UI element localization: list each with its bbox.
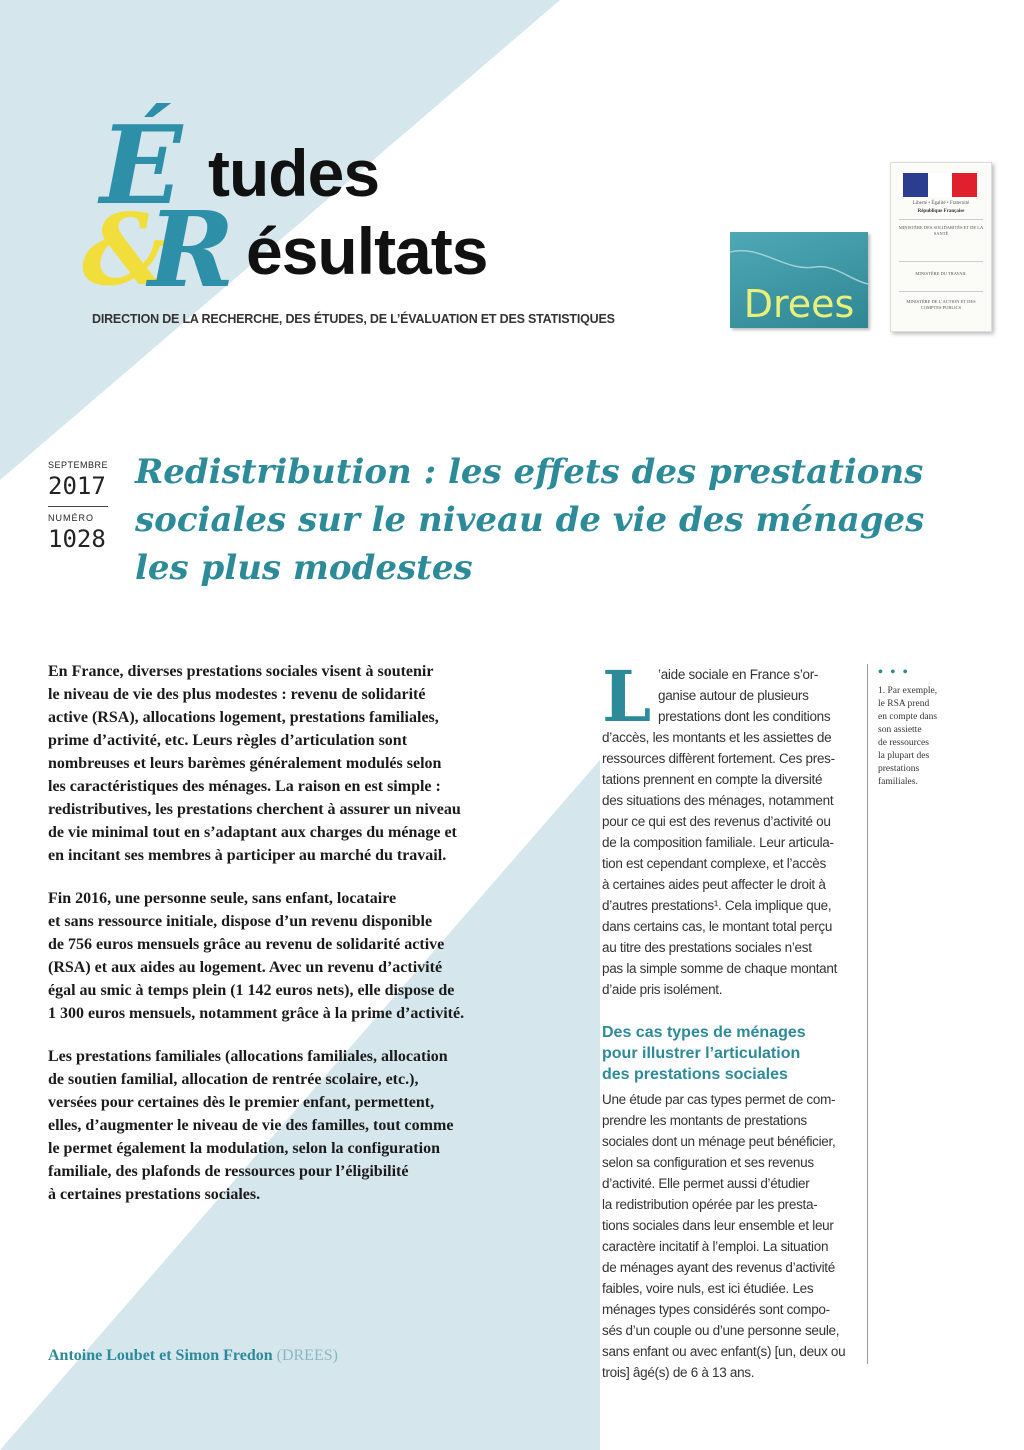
summary-line: Les prestations familiales (allocations familiales, allocation (48, 1048, 448, 1065)
author-names: Antoine Loubet et Simon Fredon (48, 1347, 273, 1364)
masthead-ampersand: & (82, 193, 171, 308)
body-line: à certaines aides peut affecter le droit à (602, 877, 826, 892)
footnote-line: son assiette (878, 725, 922, 735)
summary (48, 660, 568, 1226)
body-line: tion est cependant complexe, et l’accès (602, 856, 826, 871)
authors (48, 1347, 338, 1365)
ministry-1: MINISTÈRE DES SOLIDARITÉS ET DE LA SANTÉ (898, 225, 984, 236)
body-line: de la composition familiale. Leur articula- (602, 835, 834, 850)
footnote-line: 1. Par exemple, (878, 686, 938, 696)
drees-logo (730, 232, 868, 328)
summary-line: nombreuses et leurs barèmes généralement modulés selon (48, 755, 442, 772)
title-line: Redistribution : les effets des prestations (135, 452, 924, 492)
body-line: dans certains cas, le montant total perçu (602, 919, 833, 934)
issue-number-label: NUMÉRO (48, 513, 94, 523)
gov-separator (899, 219, 983, 220)
summary-line: de soutien familial, allocation de rentrée scolaire, etc.), (48, 1071, 419, 1088)
body-line: d’aide pris isolément. (602, 982, 723, 997)
summary-line: elles, d’augmenter le niveau de vie des familles, tout comme (48, 1117, 454, 1134)
drop-cap: L (602, 655, 652, 738)
french-flag-icon (903, 173, 977, 197)
gov-motto: Liberté • Égalité • Fraternité (912, 201, 970, 206)
ministry-3: MINISTÈRE DE L’ACTION ET DES COMPTES PUBLICS (906, 299, 976, 310)
gov-separator (899, 291, 983, 292)
body-line: tions sociales dans leur ensemble et leur (602, 1218, 834, 1233)
government-logo (890, 162, 992, 332)
title-line: les plus modestes (135, 548, 473, 588)
summary-paragraph-2 (48, 887, 568, 1025)
footnote (878, 666, 988, 789)
column-divider (867, 664, 868, 1364)
summary-line: En France, diverses prestations sociales visent à soutenir (48, 663, 434, 680)
issue-info (48, 460, 112, 553)
body-line: selon sa configuration et ses revenus (602, 1155, 814, 1170)
body-line: au titre des prestations sociales n’est (602, 940, 812, 955)
body-line: faibles, voire nuls, est ici étudiée. Les (602, 1281, 814, 1296)
summary-line: active (RSA), allocations logement, prestations familiales, (48, 709, 439, 726)
body-line: caractère incitatif à l’emploi. La situation (602, 1239, 829, 1254)
body-line: d’accès, les montants et les assiettes de (602, 730, 832, 745)
summary-paragraph-3 (48, 1045, 568, 1206)
ministry-2: MINISTÈRE DU TRAVAIL (915, 271, 967, 276)
summary-line: (RSA) et aux aides au logement. Avec un revenu d’activité (48, 959, 443, 976)
issue-year: 2017 (48, 472, 106, 500)
body-column (602, 655, 860, 1383)
masthead-word-tudes: tudes (208, 136, 380, 210)
masthead-word-esultats: ésultats (246, 214, 488, 288)
footnote-line: de ressources (878, 738, 929, 748)
body-line: prestations dont les conditions (658, 709, 831, 724)
summary-line: à certaines prestations sociales. (48, 1186, 261, 1203)
body-line: d’activité. Elle permet aussi d’étudier (602, 1176, 810, 1191)
body-line: trois] âgé(s) de 6 à 13 ans. (602, 1365, 755, 1380)
summary-line: Fin 2016, une personne seule, sans enfant, locataire (48, 890, 397, 907)
summary-line: de 756 euros mensuels grâce au revenu de solidarité active (48, 936, 445, 953)
body-line: pour ce qui est des revenus d’activité ou (602, 814, 831, 829)
section-heading-line: pour illustrer l’articulation (602, 1045, 801, 1062)
summary-line: versées pour certaines dès le premier enfant, permettent, (48, 1094, 435, 1111)
article-title (135, 448, 935, 592)
summary-paragraph-1 (48, 660, 568, 867)
footnote-marker: • • • (878, 665, 910, 680)
masthead-subtitle: DIRECTION DE LA RECHERCHE, DES ÉTUDES, DE L’ÉVALUATION ET DES STATISTIQUES (92, 312, 615, 326)
summary-line: 1 300 euros mensuels, notamment grâce à la prime d’activité. (48, 1005, 465, 1022)
summary-line: en incitant ses membres à participer au marché du travail. (48, 847, 447, 864)
body-line: sans enfant ou avec enfant(s) [un, deux ou (602, 1344, 846, 1359)
gov-republic: République Française (917, 209, 965, 214)
summary-line: de vie minimal tout en s’adaptant aux charges du ménage et (48, 824, 457, 841)
drees-logo-text: Drees (743, 282, 855, 326)
body-line: sociales dont un ménage peut bénéficier, (602, 1134, 836, 1149)
gov-separator (899, 261, 983, 262)
body-line: prendre les montants de prestations (602, 1113, 807, 1128)
body-line: la redistribution opérée par les presta- (602, 1197, 818, 1212)
section-heading-line: Des cas types de ménages (602, 1024, 806, 1041)
body-line: d’autres prestations¹. Cela implique que, (602, 898, 832, 913)
summary-line: égal au smic à temps plein (1 142 euros nets), elle dispose de (48, 982, 455, 999)
summary-line: familiale, des plafonds de ressources pour l’éligibilité (48, 1163, 409, 1180)
body-line: ’aide sociale en France s’or- (658, 667, 819, 682)
body-line: de ménages ayant des revenus d’activité (602, 1260, 835, 1275)
summary-line: le permet également la modulation, selon la configuration (48, 1140, 440, 1157)
summary-line: redistributives, les prestations cherchent à assurer un niveau (48, 801, 461, 818)
summary-line: prime d’activité, etc. Leurs règles d’articulation sont (48, 732, 408, 749)
footnote-line: prestations (878, 764, 920, 774)
footnote-line: le RSA prend (878, 699, 930, 709)
section-heading-line: des prestations sociales (602, 1066, 788, 1083)
body-line: sés d’un couple ou d’une personne seule, (602, 1323, 840, 1338)
body-line: ressources diffèrent fortement. Ces pres- (602, 751, 835, 766)
title-line: sociales sur le niveau de vie des ménages (135, 500, 925, 540)
summary-line: les caractéristiques des ménages. La raison en est simple : (48, 778, 441, 795)
author-org: (DREES) (276, 1347, 338, 1364)
body-line: des situations des ménages, notamment (602, 793, 834, 808)
masthead-letter-r: R (148, 188, 235, 311)
section-heading (602, 1022, 860, 1085)
summary-line: et sans ressource initiale, dispose d’un revenu disponible (48, 913, 433, 930)
body-line: pas la simple somme de chaque montant (602, 961, 838, 976)
footnote-line: familiales. (878, 777, 918, 787)
body-paragraph-1 (602, 727, 860, 1000)
footnote-line: la plupart des (878, 751, 930, 761)
issue-divider (48, 506, 108, 507)
body-line: ganise autour de plusieurs (658, 688, 809, 703)
body-paragraph-2 (602, 1089, 860, 1383)
body-line: tations prennent en compte la diversité (602, 772, 823, 787)
masthead-logo (82, 100, 606, 311)
body-line: ménages types considérés sont compo- (602, 1302, 830, 1317)
footnote-line: en compte dans (878, 712, 938, 722)
issue-number: 1028 (48, 525, 106, 553)
body-line: Une étude par cas types permet de com- (602, 1092, 836, 1107)
issue-month: SEPTEMBRE (48, 460, 109, 470)
masthead-letter-e: É (100, 103, 183, 229)
summary-line: le niveau de vie des plus modestes : revenu de solidarité (48, 686, 426, 703)
